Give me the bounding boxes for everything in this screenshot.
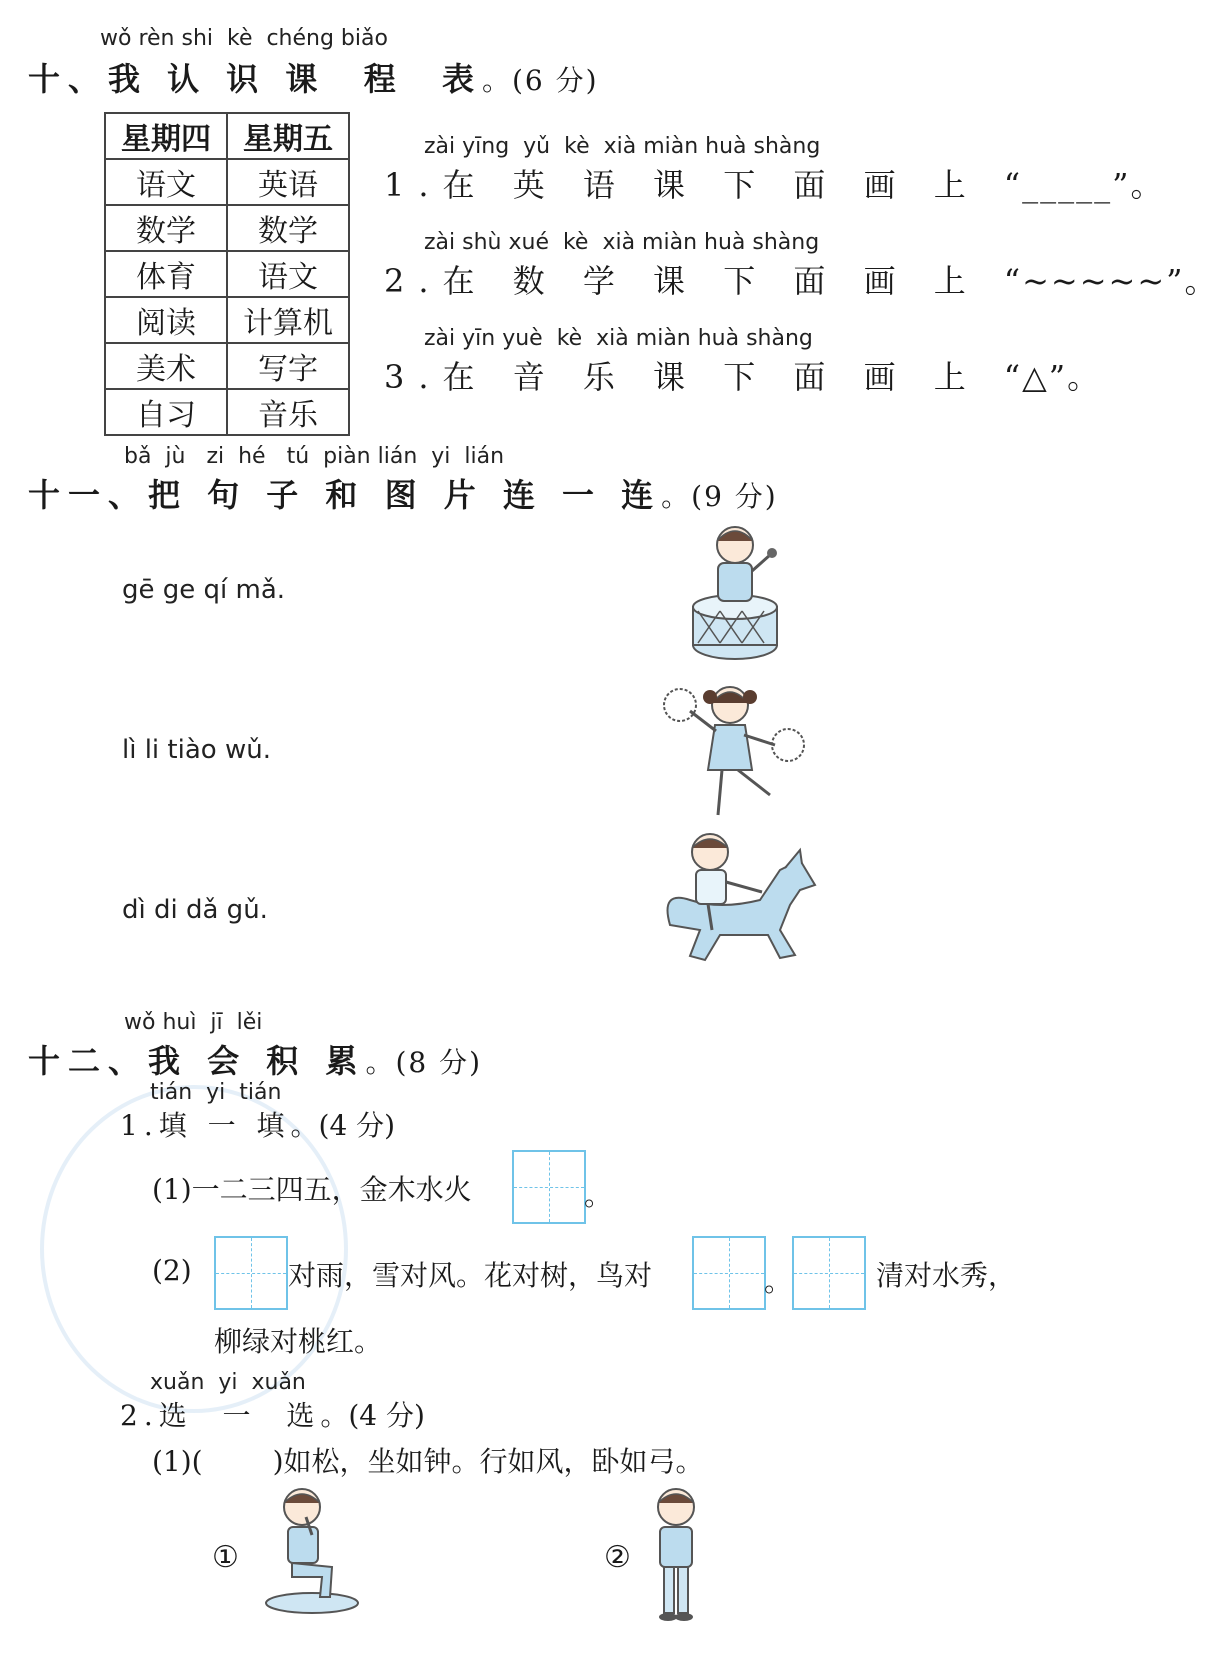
schedule-cell: 语文: [227, 251, 349, 297]
boy-drum-picture: [690, 515, 800, 665]
sentence-3: dì di dǎ gǔ.: [122, 895, 268, 925]
fill-line-1-end: 。: [584, 1179, 613, 1212]
part1-heading: [120, 1104, 395, 1144]
section12-points: 。(8 分): [365, 1046, 483, 1079]
q2-text: 2.在 数 学 课 下 面 画 上: [384, 262, 980, 300]
section11-pinyin: bǎ jù zi hé tú piàn lián yi lián: [124, 444, 505, 469]
fill-line-2-num: (2): [152, 1254, 192, 1287]
part2-heading: [120, 1394, 425, 1434]
schedule-cell: 计算机: [227, 297, 349, 343]
section10-heading: [28, 54, 599, 100]
section10-points: 。(6 分): [482, 64, 599, 97]
sentence-1: gē ge qí mǎ.: [122, 575, 286, 605]
sentence-2: lì li tiào wǔ.: [122, 735, 271, 765]
schedule-row: [105, 343, 349, 389]
choice-line-1-open: (1)(: [152, 1445, 203, 1478]
section12-heading: [28, 1036, 482, 1082]
option-1-label: ①: [212, 1540, 239, 1575]
q1-mark: “_____”。: [1003, 166, 1165, 204]
schedule-row: [105, 251, 349, 297]
fill-line-2-dot: 。: [764, 1265, 793, 1298]
schedule-cell: 写字: [227, 343, 349, 389]
q2: [384, 256, 1219, 302]
q3-pinyin: zài yīn yuè kè xià miàn huà shàng: [424, 326, 813, 351]
option-2-label: ②: [604, 1540, 631, 1575]
answer-box-2[interactable]: [214, 1236, 288, 1310]
schedule-header-cell: 星期五: [227, 113, 349, 159]
schedule-cell: 音乐: [227, 389, 349, 435]
choice-line-1: [152, 1440, 704, 1480]
fill-line-2-mid: 对雨，雪对风。花对树，鸟对: [288, 1259, 653, 1292]
q3-text: 3.在 音 乐 课 下 面 画 上: [384, 358, 980, 396]
q3: [384, 352, 1101, 398]
part1-points: 。(4 分): [290, 1109, 396, 1142]
schedule-header-row: [105, 113, 349, 159]
q1-text: 1.在 英 语 课 下 面 画 上: [384, 166, 980, 204]
part2-points: 。(4 分): [320, 1399, 425, 1432]
schedule-row: [105, 205, 349, 251]
answer-box-3[interactable]: [692, 1236, 766, 1310]
q2-mark: “~~~~~”。: [1003, 262, 1219, 300]
q1: [384, 160, 1164, 206]
girl-dancing-picture: [660, 675, 810, 825]
schedule-cell: 语文: [105, 159, 227, 205]
part2-pinyin: xuǎn yi xuǎn: [150, 1370, 306, 1395]
schedule-table: [104, 112, 350, 436]
section10-pinyin: wǒ rèn shi kè chéng biǎo: [100, 26, 388, 51]
choice-line-1-text: )如松，坐如钟。行如风，卧如弓。: [272, 1445, 704, 1478]
schedule-header-cell: 星期四: [105, 113, 227, 159]
q1-pinyin: zài yīng yǔ kè xià miàn huà shàng: [424, 134, 821, 159]
part2-title: 2.选 一 选: [120, 1399, 321, 1432]
part1-pinyin: tián yi tián: [150, 1080, 282, 1105]
section12-title: 十二、我 会 积 累: [28, 1042, 366, 1080]
boy-horse-picture: [650, 830, 820, 970]
section10-title: 十、我 认 识 课 程 表: [28, 60, 482, 98]
fill-line-3: 柳绿对桃红。: [214, 1325, 383, 1358]
schedule-row: [105, 389, 349, 435]
section11-points: 。(9 分): [661, 480, 778, 513]
schedule-row: [105, 297, 349, 343]
q2-pinyin: zài shù xué kè xià miàn huà shàng: [424, 230, 820, 255]
schedule-cell: 阅读: [105, 297, 227, 343]
part1-title: 1.填 一 填: [120, 1109, 291, 1142]
schedule-cell: 数学: [227, 205, 349, 251]
schedule-cell: 美术: [105, 343, 227, 389]
fill-line-2-end: 清对水秀，: [876, 1259, 1017, 1292]
answer-box-1[interactable]: [512, 1150, 586, 1224]
section11-heading: [28, 470, 778, 516]
section12-pinyin: wǒ huì jī lěi: [124, 1010, 263, 1035]
standing-boy-picture: [640, 1485, 710, 1625]
schedule-cell: 体育: [105, 251, 227, 297]
schedule-cell: 自习: [105, 389, 227, 435]
fill-line-1: (1)一二三四五，金木水火: [152, 1173, 472, 1206]
schedule-cell: 英语: [227, 159, 349, 205]
answer-box-4[interactable]: [792, 1236, 866, 1310]
q3-mark: “△”。: [1003, 358, 1102, 396]
sitting-boy-picture: [262, 1485, 362, 1615]
section11-title: 十一、把 句 子 和 图 片 连 一 连: [28, 476, 662, 514]
schedule-row: [105, 159, 349, 205]
schedule-cell: 数学: [105, 205, 227, 251]
